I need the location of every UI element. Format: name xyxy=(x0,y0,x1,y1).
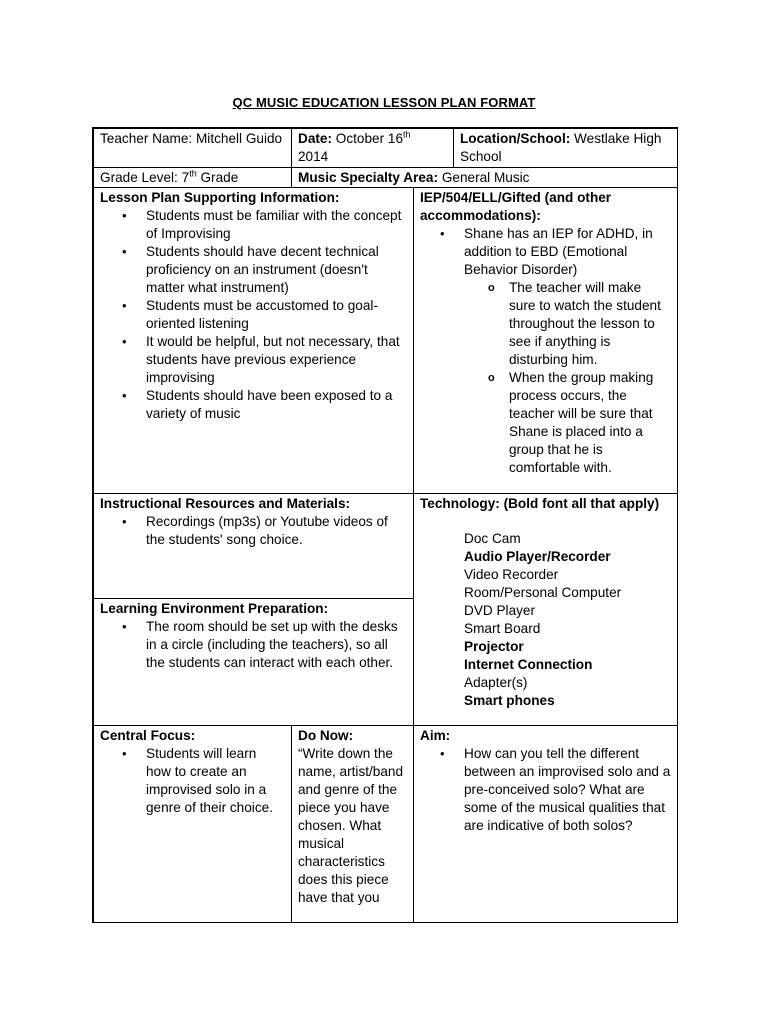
central-list xyxy=(100,745,285,817)
list-item: • Students must be accustomed to goal-oriented listening xyxy=(146,297,407,333)
location-value: Westlake High School xyxy=(460,131,662,164)
do-now-cell xyxy=(291,725,414,923)
specialty-cell xyxy=(291,167,678,188)
technology-item: DVD Player xyxy=(464,603,536,618)
grade-sup: th xyxy=(189,168,197,179)
supporting-list xyxy=(100,207,407,423)
aim-list xyxy=(420,745,671,835)
list-item: • Students should have decent technical proficiency on an instrument (doesn't matter what instrument) xyxy=(146,243,407,297)
teacher-name: Mitchell Guido xyxy=(195,131,283,146)
document-title: QC MUSIC EDUCATION LESSON PLAN FORMAT xyxy=(232,95,536,110)
central-heading: Central Focus: xyxy=(100,728,196,743)
iep-item: Shane has an IEP for ADHD, in addition to EBD (Emotional Behavior Disorder) xyxy=(464,226,653,277)
central-focus-cell xyxy=(93,725,292,923)
supporting-info-cell xyxy=(93,187,414,494)
grade-word: Grade xyxy=(200,170,239,185)
specialty-value: General Music xyxy=(441,170,530,185)
technology-item: Adapter(s) xyxy=(464,675,528,690)
aim-cell xyxy=(413,725,678,923)
iep-heading: IEP/504/ELL/Gifted (and other accommodations): xyxy=(420,190,612,223)
technology-heading: Technology: (Bold font all that apply) xyxy=(420,496,660,511)
list-item: o The teacher will make sure to watch the student throughout the lesson to see if anything is disturbing him. xyxy=(509,279,671,369)
date-value: October 16 xyxy=(335,131,404,146)
iep-cell xyxy=(413,187,678,494)
grade-level-cell xyxy=(93,167,292,188)
list-item: • Students must be familiar with the concept of Improvising xyxy=(146,207,407,243)
iep-sublist xyxy=(464,279,671,477)
location-label: Location/School: xyxy=(460,131,571,146)
list-item: • It would be helpful, but not necessary, that students have previous experience improvising xyxy=(146,333,407,387)
resources-list xyxy=(100,513,407,549)
donow-text: “Write down the name, artist/band and genre of the piece you have chosen. What musical characteristics does this piece have that you xyxy=(298,746,404,905)
technology-item: Doc Cam xyxy=(464,531,521,546)
technology-item: Video Recorder xyxy=(464,567,559,582)
list-item xyxy=(464,225,671,477)
grade-num: 7 xyxy=(181,170,190,185)
supporting-heading: Lesson Plan Supporting Information: xyxy=(100,190,340,205)
technology-list xyxy=(420,530,671,710)
technology-item: Smart Board xyxy=(464,621,541,636)
environment-list xyxy=(100,618,407,672)
list-item: • The room should be set up with the desks in a circle (including the teachers), so all the students can interact with each other. xyxy=(146,618,407,672)
aim-heading: Aim: xyxy=(420,728,451,743)
list-item: • Students will learn how to create an improvised solo in a genre of their choice. xyxy=(146,745,285,817)
location-cell xyxy=(453,128,678,168)
list-item: • Recordings (mp3s) or Youtube videos of the students' song choice. xyxy=(146,513,407,549)
donow-heading: Do Now: xyxy=(298,728,354,743)
technology-item: Projector xyxy=(464,639,524,654)
resources-heading: Instructional Resources and Materials: xyxy=(100,496,351,511)
iep-list xyxy=(420,225,671,477)
technology-item: Audio Player/Recorder xyxy=(464,549,611,564)
date-sup: th xyxy=(403,129,411,140)
technology-item: Room/Personal Computer xyxy=(464,585,622,600)
grade-label: Grade Level: xyxy=(100,170,178,185)
environment-heading: Learning Environment Preparation: xyxy=(100,601,329,616)
list-item: • Students should have been exposed to a variety of music xyxy=(146,387,407,423)
list-item: • How can you tell the different between an improvised solo and a pre-conceived solo? What are some of the musical qualities that are indicative of both solos? xyxy=(464,745,671,835)
teacher-label: Teacher Name: xyxy=(100,131,193,146)
technology-cell xyxy=(413,493,678,726)
specialty-label: Music Specialty Area: xyxy=(298,170,439,185)
technology-item: Smart phones xyxy=(464,693,555,708)
date-cell xyxy=(291,128,454,168)
teacher-name-cell xyxy=(93,128,292,168)
list-item: o When the group making process occurs, the teacher will be sure that Shane is placed into a group that he is comfortable with. xyxy=(509,369,671,477)
environment-cell xyxy=(93,598,414,726)
technology-item: Internet Connection xyxy=(464,657,593,672)
resources-cell xyxy=(93,493,414,599)
lesson-plan-table xyxy=(92,127,678,923)
date-label: Date: xyxy=(298,131,332,146)
date-year: 2014 xyxy=(298,149,329,164)
